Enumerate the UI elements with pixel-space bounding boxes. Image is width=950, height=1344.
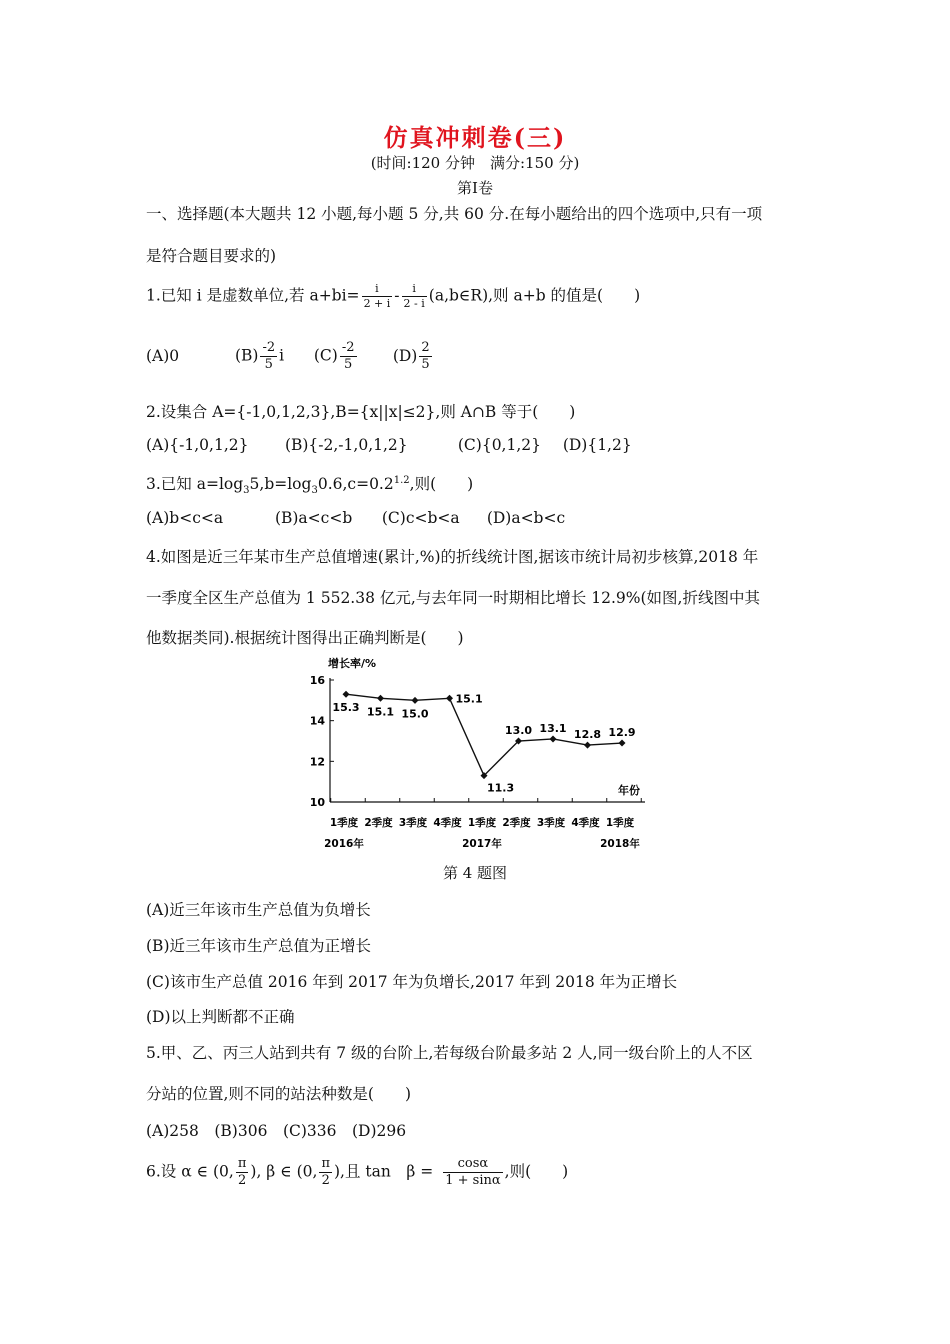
section-instructions-line2: 是符合题目要求的)	[146, 247, 277, 265]
y-tick-label: 10	[309, 796, 325, 809]
time-score-line: (时间:120 分钟 满分:150 分)	[370, 154, 580, 172]
section-instructions-line1: 一、选择题(本大题共 12 小题,每小题 5 分,共 60 分.在每小题给出的四个选项中,只有一项	[146, 205, 763, 223]
volume-label: 第Ⅰ卷	[457, 179, 493, 197]
data-label: 15.0	[401, 707, 429, 721]
data-point-marker	[550, 735, 557, 742]
q1-option-b: (B) $\frac{-2}{5}$ i	[234, 340, 285, 372]
q6-pi-over-2-b: $\frac{\pi}{2}$	[321, 1156, 330, 1188]
question-4-line1: 4.如图是近三年某市生产总值增速(累计,%)的折线统计图,据该市统计局初步核算,2018 年	[146, 548, 759, 566]
q1-stem-post: (a,b∈R),则 a+b 的值是( )	[428, 286, 641, 305]
x-axis-label: 年份	[618, 784, 640, 797]
q1-option-a: (A)0	[146, 346, 180, 365]
data-point-marker	[343, 691, 350, 698]
q4-option-a: (A)近三年该市生产总值为负增长	[146, 901, 371, 919]
q1-fraction-2: $\frac{i}{2 - i}$	[403, 282, 425, 310]
y-tick-label: 16	[309, 674, 325, 687]
q1-option-d: (D) $\frac{2}{5}$	[392, 340, 430, 372]
data-point-marker	[377, 695, 384, 702]
data-point-marker	[446, 695, 453, 702]
q4-option-c: (C)该市生产总值 2016 年到 2017 年为负增长,2017 年到 2018 年为正增长	[146, 973, 678, 991]
data-label: 15.1	[366, 705, 395, 719]
q2-option-c: (C){0,1,2}	[457, 436, 541, 454]
year-label: 2018年	[600, 838, 640, 850]
q1-minus: -	[394, 286, 400, 305]
x-tick-label: 1季度	[467, 817, 497, 829]
growth-rate-line-chart	[305, 655, 650, 855]
x-tick-label: 2季度	[502, 817, 531, 829]
page-title: 仿真冲刺卷(三)	[383, 123, 567, 152]
q3-option-d: (D)a<b<c	[486, 509, 566, 527]
question-6-stem: 6.设 α ∈ (0, $\frac{\pi}{2}$ ), β ∈ (0, $\frac{\pi}{2}$ ),且 tan β = $\frac{\cos\alpha}{1 + \sin\alpha}$ ,则( )	[146, 1156, 569, 1188]
question-2-options	[146, 436, 632, 454]
question-3-options	[146, 509, 565, 527]
y-tick-label: 14	[309, 714, 325, 728]
chart-svg	[305, 655, 650, 855]
x-tick-label: 1季度	[605, 817, 635, 829]
q3-option-c: (C)c<b<a	[381, 509, 460, 527]
question-2-stem: 2.设集合 A={-1,0,1,2,3},B={x||x|≤2},则 A∩B 等于( )	[146, 403, 576, 421]
question-4-line2: 一季度全区生产总值为 1 552.38 亿元,与去年同一时期相比增长 12.9%(如图,折线图中其	[146, 589, 760, 607]
data-label: 13.1	[539, 721, 567, 735]
q3-option-b: (B)a<c<b	[274, 509, 353, 527]
q4-option-d: (D)以上判断都不正确	[146, 1008, 295, 1026]
data-label: 12.9	[608, 726, 636, 740]
x-tick-label: 2季度	[364, 817, 393, 829]
x-tick-label: 1季度	[329, 817, 359, 829]
question-4-line3: 他数据类同).根据统计图得出正确判断是( )	[146, 629, 464, 647]
data-label: 11.3	[487, 781, 515, 795]
y-axis-label: 增长率/%	[328, 657, 377, 670]
x-tick-label: 3季度	[398, 817, 428, 829]
data-label: 12.8	[573, 728, 602, 742]
x-tick-label: 4季度	[433, 817, 462, 829]
data-point-marker	[412, 697, 419, 704]
data-label: 15.1	[455, 692, 483, 706]
figure-caption: 第 4 题图	[442, 864, 508, 882]
q6-fraction: $\frac{\cos\alpha}{1 + \sin\alpha}$	[445, 1156, 501, 1188]
y-tick-label: 12	[309, 755, 325, 769]
question-5-line1: 5.甲、乙、丙三人站到共有 7 级的台阶上,若每级台阶最多站 2 人,同一级台阶上的人不区	[146, 1044, 753, 1062]
data-label: 15.3	[332, 701, 360, 715]
question-1-stem	[146, 282, 640, 311]
x-tick-label: 3季度	[536, 817, 566, 829]
question-5-line2: 分站的位置,则不同的站法种数是( )	[146, 1085, 412, 1103]
data-point-marker	[584, 742, 591, 749]
question-3-stem: 3.已知 $a=\log_35,b=\log_30.6,c=0.2^{1.2}$,则( )	[146, 474, 474, 497]
q2-option-d: (D){1,2}	[562, 436, 632, 454]
q2-option-a: (A){-1,0,1,2}	[146, 436, 249, 454]
q1-fraction-1: $\frac{i}{2 + i}$	[363, 282, 391, 310]
year-label: 2017年	[462, 838, 502, 850]
data-label: 13.0	[504, 724, 533, 737]
data-point-marker	[619, 740, 626, 747]
q1-option-c: (C) $\frac{-2}{5}$	[313, 340, 355, 372]
q4-option-b: (B)近三年该市生产总值为正增长	[146, 937, 371, 955]
q3-option-a: (A)b<c<a	[146, 509, 224, 527]
q6-pi-over-2-a: $\frac{\pi}{2}$	[237, 1156, 247, 1188]
year-label: 2016年	[324, 838, 364, 850]
q2-option-b: (B){-2,-1,0,1,2}	[284, 436, 408, 454]
question-5-options: (A)258 (B)306 (C)336 (D)296	[146, 1122, 407, 1140]
question-1-options	[146, 340, 434, 373]
x-tick-label: 4季度	[571, 817, 600, 829]
q1-stem-pre: 1.已知 i 是虚数单位,若 a+bi=	[146, 286, 360, 305]
